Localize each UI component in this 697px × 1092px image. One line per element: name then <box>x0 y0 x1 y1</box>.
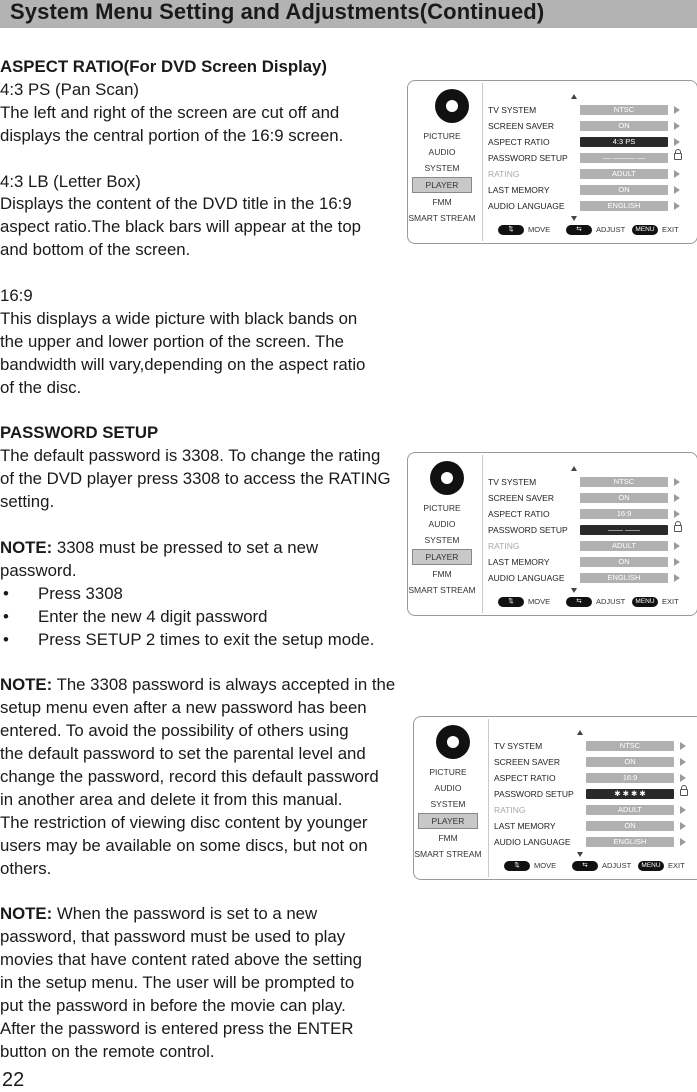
side-item-fmm[interactable]: FMM <box>432 569 452 579</box>
note-3-line: button on the remote control. <box>0 1041 215 1061</box>
side-menu <box>408 128 476 226</box>
row-aspect-ratio[interactable]: ASPECT RATIO 4:3 PS <box>488 134 694 150</box>
divider <box>488 719 489 877</box>
bullet-item: • Press SETUP 2 times to exit the setup mode. <box>3 629 375 649</box>
leftright-key-icon: ⇆ <box>566 597 592 607</box>
bullet-item: • Enter the new 4 digit password <box>3 606 268 626</box>
right-arrow-icon <box>674 558 680 566</box>
side-item-player[interactable]: PLAYER <box>418 813 478 829</box>
row-audio-language[interactable]: AUDIO LANGUAGE ENGLISH <box>494 834 697 850</box>
password-line: setting. <box>0 492 55 512</box>
right-arrow-icon <box>674 574 680 582</box>
side-item-picture[interactable]: PICTURE <box>423 503 461 513</box>
note-3-line: put the password in before the movie can play. <box>0 996 346 1016</box>
menu-screen <box>413 716 697 880</box>
side-menu <box>408 500 476 598</box>
note-2-line: change the password, record this default password <box>0 767 379 787</box>
row-last-memory[interactable]: LAST MEMORY ON <box>488 182 694 198</box>
disc-icon <box>430 461 464 495</box>
password-line: The default password is 3308. To change the rating <box>0 446 381 466</box>
ps-title: 4:3 PS (Pan Scan) <box>0 79 139 99</box>
lb-title: 4:3 LB (Letter Box) <box>0 171 141 191</box>
row-tv-system[interactable]: TV SYSTEM NTSC <box>488 102 694 118</box>
row-screen-saver[interactable]: SCREEN SAVER ON <box>494 754 697 770</box>
side-item-smart-stream[interactable]: SMART STREAM <box>414 849 482 859</box>
scroll-down-icon[interactable] <box>577 852 583 857</box>
row-value: ON <box>580 557 668 567</box>
exit-label: EXIT <box>662 597 679 606</box>
note-2: NOTE: The 3308 password is always accepted in the <box>0 675 396 695</box>
side-item-fmm[interactable]: FMM <box>438 833 458 843</box>
divider <box>482 455 483 613</box>
menu-footer <box>486 595 696 609</box>
updown-key-icon: ⇅ <box>498 225 524 235</box>
row-value: 16:9 <box>586 773 674 783</box>
row-screen-saver[interactable]: SCREEN SAVER ON <box>488 490 694 506</box>
side-item-player[interactable]: PLAYER <box>412 549 472 565</box>
divider <box>482 83 483 241</box>
move-label: MOVE <box>528 597 551 606</box>
scroll-down-icon[interactable] <box>571 216 577 221</box>
row-password-setup[interactable]: PASSWORD SETUP — ——— — <box>488 150 694 166</box>
lb-line: Displays the content of the DVD title in the 16:9 <box>0 194 352 214</box>
note-2-line: users may be available on some discs, but not on <box>0 835 368 855</box>
scroll-up-icon[interactable] <box>571 466 577 471</box>
exit-label: EXIT <box>668 861 685 870</box>
row-value: ON <box>580 121 668 131</box>
note-3-line: password, that password must be used to play <box>0 927 346 947</box>
right-arrow-icon <box>674 542 680 550</box>
wide-line: the upper and lower portion of the screen. The <box>0 331 344 351</box>
note-1: NOTE: 3308 must be pressed to set a new <box>0 537 319 557</box>
menu-key: MENU <box>632 225 658 235</box>
updown-key-icon: ⇅ <box>504 861 530 871</box>
password-heading: PASSWORD SETUP <box>0 423 159 443</box>
updown-key-icon: ⇅ <box>498 597 524 607</box>
row-value: ON <box>580 185 668 195</box>
note-3-line: After the password is entered press the ENTER <box>0 1018 354 1038</box>
menu-screen <box>407 80 697 244</box>
ps-line: displays the central portion of the 16:9 screen. <box>0 125 344 145</box>
ps-line: The left and right of the screen are cut off and <box>0 102 340 122</box>
adjust-label: ADJUST <box>596 225 626 234</box>
row-rating[interactable]: RATING ADULT <box>488 166 694 182</box>
bullet-item: • Press 3308 <box>3 583 123 603</box>
row-value: ✱ ✱ ✱ ✱ <box>586 789 674 799</box>
disc-icon <box>435 89 469 123</box>
row-rating[interactable]: RATING ADULT <box>488 538 694 554</box>
side-item-audio[interactable]: AUDIO <box>428 147 456 157</box>
exit-label: EXIT <box>662 225 679 234</box>
adjust-label: ADJUST <box>596 597 626 606</box>
right-arrow-icon <box>680 806 686 814</box>
side-item-smart-stream[interactable]: SMART STREAM <box>408 213 476 223</box>
right-arrow-icon <box>674 122 680 130</box>
right-arrow-icon <box>680 742 686 750</box>
right-arrow-icon <box>674 494 680 502</box>
right-arrow-icon <box>680 822 686 830</box>
aspect-heading: ASPECT RATIO(For DVD Screen Display) <box>0 57 327 76</box>
right-arrow-icon <box>680 774 686 782</box>
row-value: ADULT <box>580 541 668 551</box>
wide-title: 16:9 <box>0 286 33 306</box>
wide-line: of the disc. <box>0 377 82 397</box>
row-value: ON <box>586 757 674 767</box>
lock-icon <box>674 153 682 160</box>
right-arrow-icon <box>674 106 680 114</box>
note-3-line: in the setup menu. The user will be prompted to <box>0 973 355 993</box>
disc-icon <box>436 725 470 759</box>
note-label: NOTE: <box>0 675 53 695</box>
page-title: System Menu Setting and Adjustments(Continued) <box>10 0 545 24</box>
note-2-line: others. <box>0 858 52 878</box>
row-value: ON <box>586 821 674 831</box>
right-arrow-icon <box>674 138 680 146</box>
row-tv-system[interactable]: TV SYSTEM NTSC <box>494 738 697 754</box>
side-item-system[interactable]: SYSTEM <box>430 799 466 809</box>
note-2-line: setup menu even after a new password has been <box>0 698 367 718</box>
row-value: — ——— — <box>580 153 668 163</box>
row-value: NTSC <box>586 741 674 751</box>
row-screen-saver[interactable]: SCREEN SAVER ON <box>488 118 694 134</box>
leftright-key-icon: ⇆ <box>566 225 592 235</box>
note-2-line: The restriction of viewing disc content by younger <box>0 812 368 832</box>
side-item-picture[interactable]: PICTURE <box>423 131 461 141</box>
row-rating[interactable]: RATING ADULT <box>494 802 697 818</box>
row-password-setup[interactable]: PASSWORD SETUP —— —— <box>488 522 694 538</box>
menu-footer <box>486 223 696 237</box>
side-menu <box>414 764 482 862</box>
move-label: MOVE <box>534 861 557 870</box>
right-arrow-icon <box>680 758 686 766</box>
leftright-key-icon: ⇆ <box>572 861 598 871</box>
row-value: 4:3 PS <box>580 137 668 147</box>
note-3: NOTE: When the password is set to a new <box>0 904 318 924</box>
menu-key: MENU <box>632 597 658 607</box>
right-arrow-icon <box>674 202 680 210</box>
row-value: ENGLISH <box>586 837 674 847</box>
side-item-fmm[interactable]: FMM <box>432 197 452 207</box>
move-label: MOVE <box>528 225 551 234</box>
row-value: NTSC <box>580 105 668 115</box>
menu-key: MENU <box>638 861 664 871</box>
side-item-picture[interactable]: PICTURE <box>429 767 467 777</box>
page-number: 22 <box>2 1069 25 1091</box>
text-column <box>0 56 405 1064</box>
row-aspect-ratio[interactable]: ASPECT RATIO 16:9 <box>488 506 694 522</box>
row-value: NTSC <box>580 477 668 487</box>
note-label: NOTE: <box>0 537 53 557</box>
lock-icon <box>680 789 688 796</box>
row-last-memory[interactable]: LAST MEMORY ON <box>488 554 694 570</box>
row-aspect-ratio[interactable]: ASPECT RATIO 16:9 <box>494 770 697 786</box>
note-2-line: entered. To avoid the possibility of others using <box>0 721 349 741</box>
row-value: 16:9 <box>580 509 668 519</box>
menu-screen <box>407 452 697 616</box>
row-last-memory[interactable]: LAST MEMORY ON <box>494 818 697 834</box>
adjust-label: ADJUST <box>602 861 632 870</box>
side-item-audio[interactable]: AUDIO <box>434 783 462 793</box>
lb-line: aspect ratio.The black bars will appear at the top <box>0 217 361 237</box>
password-line: of the DVD player press 3308 to access the RATING <box>0 469 391 489</box>
row-value: —— —— <box>580 525 668 535</box>
row-audio-language[interactable]: AUDIO LANGUAGE ENGLISH <box>488 198 694 214</box>
note-1-line: password. <box>0 560 77 580</box>
side-item-audio[interactable]: AUDIO <box>428 519 456 529</box>
side-item-smart-stream[interactable]: SMART STREAM <box>408 585 476 595</box>
note-label: NOTE: <box>0 904 53 924</box>
settings-rows <box>488 102 694 214</box>
wide-line: This displays a wide picture with black bands on <box>0 308 358 328</box>
row-value: ENGLISH <box>580 201 668 211</box>
settings-rows <box>488 474 694 586</box>
note-3-line: movies that have content rated above the setting <box>0 950 362 970</box>
scroll-down-icon[interactable] <box>571 588 577 593</box>
row-value: ENGLISH <box>580 573 668 583</box>
note-2-line: in another area and delete it from this manual. <box>0 789 343 809</box>
row-value: ON <box>580 493 668 503</box>
right-arrow-icon <box>674 478 680 486</box>
row-value: ADULT <box>586 805 674 815</box>
right-arrow-icon <box>674 510 680 518</box>
side-item-system[interactable]: SYSTEM <box>424 535 460 545</box>
menu-footer <box>492 859 697 873</box>
scroll-up-icon[interactable] <box>577 730 583 735</box>
side-item-system[interactable]: SYSTEM <box>424 163 460 173</box>
side-item-player[interactable]: PLAYER <box>412 177 472 193</box>
right-arrow-icon <box>680 838 686 846</box>
row-audio-language[interactable]: AUDIO LANGUAGE ENGLISH <box>488 570 694 586</box>
right-arrow-icon <box>674 170 680 178</box>
lb-line: and bottom of the screen. <box>0 240 191 260</box>
settings-rows <box>494 738 697 850</box>
row-tv-system[interactable]: TV SYSTEM NTSC <box>488 474 694 490</box>
scroll-up-icon[interactable] <box>571 94 577 99</box>
note-2-line: the default password to set the parental level and <box>0 744 366 764</box>
wide-line: bandwidth will vary,depending on the aspect ratio <box>0 354 366 374</box>
right-arrow-icon <box>674 186 680 194</box>
lock-icon <box>674 525 682 532</box>
row-password-setup[interactable]: PASSWORD SETUP ✱ ✱ ✱ ✱ <box>494 786 697 802</box>
row-value: ADULT <box>580 169 668 179</box>
